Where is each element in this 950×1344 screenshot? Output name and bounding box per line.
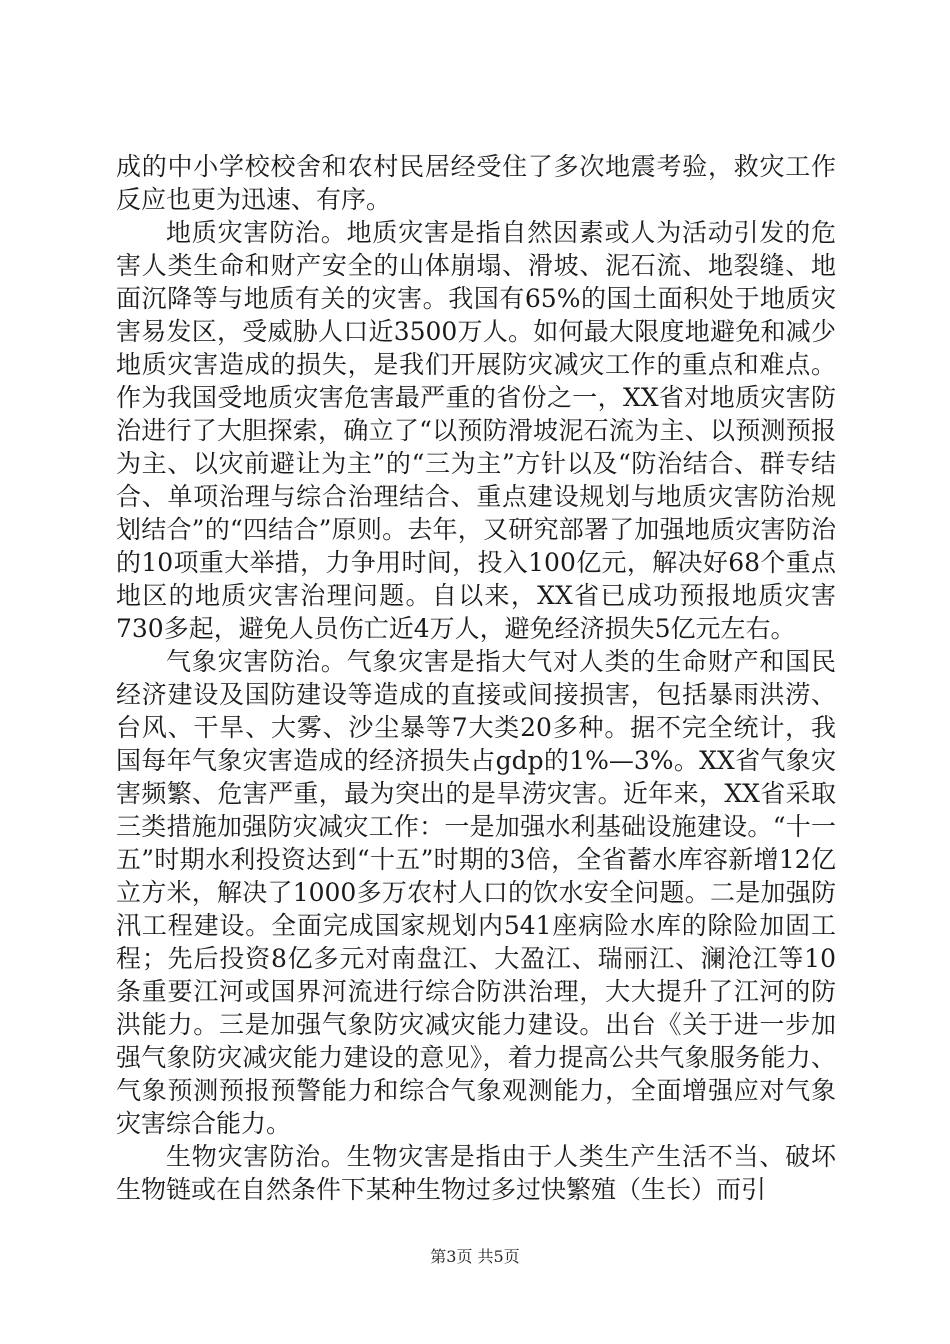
page-footer: 第3页 共5页 — [430, 1247, 520, 1266]
paragraph-continuation: 成的中小学校校舍和农村民居经受住了多次地震考验，救灾工作反应也更为迅速、有序。 — [116, 152, 836, 214]
paragraph-meteorological-disaster: 气象灾害防治。气象灾害是指大气对人类的生命财产和国民经济建设及国防建设等造成的直接或间接损害，包括暴雨洪涝、台风、干旱、大雾、沙尘暴等7大类20多种。据不完全统计，我国每年气象灾害造成的经济损失占gdp的1%—3%。XX省气象灾害频繁、危害严重，最为突出的是旱涝灾害。近年来，XX省采取三类措施加强防灾减灾工作：一是加强水利基础设施建设。“十一五”时期水利投资达到“十五”时期的3倍，全省蓄水库容新增12亿立方米，解决了1000多万农村人口的饮水安全问题。二是加强防汛工程建设。全面完成国家规划内541座病险水库的除险加固工程；先后投资8亿多元对南盘江、大盈江、瑞丽江、澜沧江等10条重要江河或国界河流进行综合防洪治理，大大提升了江河的防洪能力。三是加强气象防灾减灾能力建设。出台《关于进一步加强气象防灾减灾能力建设的意见》，着力提高公共气象服务能力、气象预测预报预警能力和综合气象观测能力，全面增强应对气象灾害综合能力。 — [116, 647, 836, 1138]
paragraph-biological-disaster: 生物灾害防治。生物灾害是指由于人类生产生活不当、破坏生物链或在自然条件下某种生物过多过快繁殖（生长）而引 — [116, 1142, 836, 1204]
document-body — [116, 150, 836, 1206]
paragraph-geological-disaster: 地质灾害防治。地质灾害是指自然因素或人为活动引发的危害人类生命和财产安全的山体崩塌、滑坡、泥石流、地裂缝、地面沉降等与地质有关的灾害。我国有65%的国土面积处于地质灾害易发区，受威胁人口近3500万人。如何最大限度地避免和减少地质灾害造成的损失，是我们开展防灾减灾工作的重点和难点。作为我国受地质灾害危害最严重的省份之一，XX省对地质灾害防治进行了大胆探索，确立了“以预防滑坡泥石流为主、以预测预报为主、以灾前避让为主”的“三为主”方针以及“防治结合、群专结合、单项治理与综合治理结合、重点建设规划与地质灾害防治规划结合”的“四结合”原则。去年，又研究部署了加强地质灾害防治的10项重大举措，力争用时间，投入100亿元，解决好68个重点地区的地质灾害治理问题。自以来，XX省已成功预报地质灾害730多起，避免人员伤亡近4万人，避免经济损失5亿元左右。 — [116, 218, 836, 643]
